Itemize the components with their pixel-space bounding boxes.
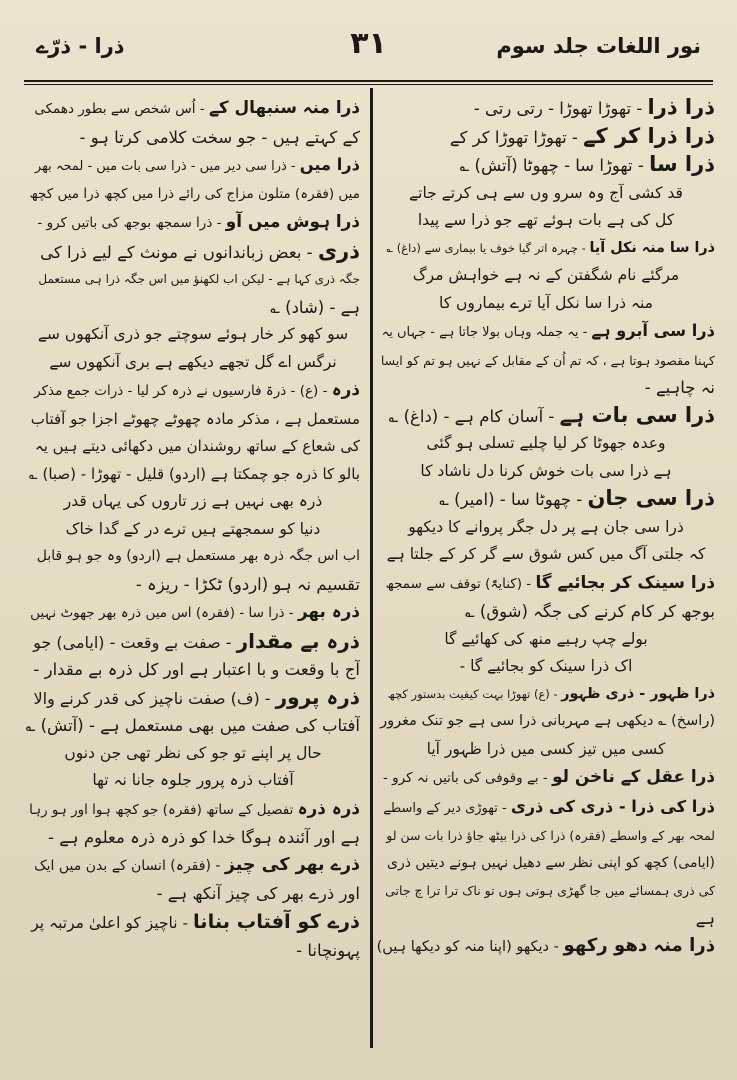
definition-text: کی ذری ہمسائے میں جا گھڑی ہوتی ہوں تو ناک ترا ترا چ جاتی (385, 883, 715, 898)
entry-continuation (26, 294, 360, 322)
headword: ذرا ظہور - ذری ظہور (561, 685, 715, 702)
headword: ذرا ذرا کر کے (583, 123, 715, 148)
verse-line (377, 290, 715, 318)
definition-text: لمحہ بھر کے واسطے (فقرہ) ذرا کی ذرا بیٹھ جاؤ ذرا بات سن لو (386, 828, 715, 843)
definition-text: کی شعاع کے ساتھ روشندان میں دکھائی دیتے ہیں یہ (34, 437, 360, 455)
entry-continuation (377, 708, 715, 736)
headword: ذرہ (331, 379, 360, 399)
dictionary-entry (26, 628, 360, 657)
verse-text: کل کی ہے بات ہوئے تھے جو ذرا سے پیدا (417, 211, 675, 229)
definition-text: - ذرا سی دیر میں - ذرا سی بات میں - لمحہ بھر (34, 159, 300, 174)
headword: ذرا عقل کے ناخن لو (552, 766, 715, 786)
entry-continuation (377, 905, 715, 933)
column-divider (370, 88, 373, 1048)
left-column (26, 94, 360, 1040)
headword: ذرا سی بات ہے (559, 402, 715, 427)
entry-continuation (377, 822, 715, 850)
entry-continuation (26, 824, 360, 852)
definition-text: آج با وقعت و با اعتبار ہے اور کل ذرہ بے مقدار - (33, 660, 360, 679)
definition-text: - ذرا سمجھ بوجھ کی باتیں کرو - (37, 215, 226, 231)
headword: ذرا سا (649, 152, 715, 176)
entry-continuation (377, 850, 715, 878)
headword: ذرا منہ سنبھال کے (208, 97, 360, 117)
entry-continuation (26, 461, 360, 489)
verse-line (377, 458, 715, 486)
dictionary-entry (377, 235, 715, 263)
verse-text: قد کشی آج وہ سرو وں سے ہی کرتے جاتے (409, 183, 683, 202)
entry-continuation (26, 266, 360, 294)
headword: ذرہ بے مقدار (236, 628, 360, 653)
definition-text: ہے - (شاد) ؎ (270, 297, 360, 317)
definition-text: - تھوڑی دیر کے واسطے (383, 800, 511, 816)
header-rule (24, 80, 713, 82)
headword: ذرے بھر کی چیز (224, 854, 360, 875)
verse-line (377, 736, 715, 764)
headword: ذرا منہ دھو رکھو (563, 935, 715, 956)
headword: ذرہ بھر (297, 601, 360, 621)
verse-text: نرگس اے گل تجھے دیکھے ہے بری آنکھوں سے (49, 352, 337, 371)
dictionary-entry (377, 94, 715, 123)
entry-continuation (377, 347, 715, 375)
dictionary-entry (26, 238, 360, 267)
headword: ذرے کو آفتاب بنانا (193, 909, 360, 933)
verse-line (26, 740, 360, 768)
definition-text: - تھوڑا سا - چھوٹا (آتش) ؎ (459, 156, 650, 175)
definition-text: - ناچیز کو اعلیٰ مرتبہ پر (31, 913, 194, 932)
verse-line (377, 207, 715, 235)
entry-continuation (26, 433, 360, 461)
entry-range: ذرا - ذرّے (36, 34, 125, 58)
entry-continuation (377, 877, 715, 905)
dictionary-entry (26, 94, 360, 124)
definition-text: (راسخ) ؎ دیکھی ہے مہربانی ذرا سی ہے جو تنک مغرور (380, 713, 715, 729)
verse-line (377, 514, 715, 542)
entry-continuation (26, 656, 360, 684)
definition-text: پہونچانا - (296, 941, 360, 960)
verse-text: دنیا کو سمجھتے ہیں ترے در کے گدا خاک (65, 519, 321, 538)
entry-continuation (26, 406, 360, 434)
definition-text: آفتاب کی صفت میں بھی مستعمل ہے - (آتش) ؎ (26, 716, 360, 735)
headword: ذرہ ذرہ (297, 797, 360, 818)
definition-text: - (ف) صفت ناچیز کی قدر کرنے والا (33, 688, 276, 708)
definition-text: نہ چاہیے - (644, 378, 715, 397)
definition-text: - چہرہ اتر گیا خوف یا بیماری سے (داغ) ؎ (386, 240, 590, 255)
dictionary-entry (26, 908, 360, 938)
dictionary-entry (377, 485, 715, 514)
dictionary-entry (26, 684, 360, 713)
verse-line (377, 180, 715, 208)
verse-line (377, 653, 715, 681)
verse-line (26, 488, 360, 516)
definition-text: مستعمل ہے ، مذکر مادہ چھوٹے چھوٹے اجزا جو آفتاب (30, 409, 360, 428)
book-title: نور اللغات جلد سوم (496, 34, 701, 58)
definition-text: بوجھ کر کام کرنے کی جگہ (شوق) ؎ (464, 602, 715, 621)
verse-text: آفتاب ذرہ پرور جلوہ جانا نہ تھا (92, 771, 294, 789)
page-number: ۳۱ (350, 26, 387, 61)
dictionary-entry (377, 317, 715, 347)
dictionary-entry (377, 123, 715, 152)
entry-continuation (26, 543, 360, 571)
definition-text: - چھوٹا سا - (امیر) ؎ (439, 490, 588, 509)
definition-text: جگہ ذری کہا ہے - لیکن اب لکھنؤ میں اس جگہ ذرا ہی مستعمل (38, 272, 360, 286)
headword: ذرا سی آبرو ہے (591, 321, 715, 340)
definition-text: تقسیم نہ ہو (اردو) ٹکڑا - ریزہ - (135, 574, 360, 594)
verse-text: حال پر اپنے تو جو کی نظر تھی جن دنوں (64, 743, 322, 762)
entry-continuation (26, 880, 360, 908)
verse-text: ذرا سی جان ہے پر دل جگر پروانے کا دیکھو (408, 517, 684, 536)
headword: ذرا ہوش میں آو (225, 211, 360, 231)
definition-text: - (ع) تھوڑا بہت کیفیت بدستور کچھ (387, 686, 562, 701)
headword: ذرا سی جان (587, 486, 715, 510)
dictionary-entry (377, 151, 715, 180)
definition-text: میں (فقرہ) متلون مزاج کی رائے ذرا میں کچھ ذرا میں کچھ (29, 185, 360, 202)
definition-text: بالو کا ذرہ جو چمکتا ہے (اردو) قلیل - تھوڑا - (صبا) ؎ (28, 464, 360, 483)
verse-text: کسی میں تیز کسی میں ذرا ظہور آیا (426, 739, 666, 758)
definition-text: کے کہتے ہیں - جو سخت کلامی کرتا ہو - (79, 127, 360, 147)
verse-text: منہ ذرا سا نکل آیا ترے بیماروں کا (439, 293, 653, 312)
dictionary-entry (377, 932, 715, 962)
definition-text: ہے اور آئندہ ہوگا خدا کو ذرہ ذرہ معلوم ہے - (48, 828, 360, 847)
definition-text: - آسان کام ہے - (داغ) ؎ (388, 406, 560, 426)
entry-continuation (26, 712, 360, 740)
dictionary-entry (26, 208, 360, 238)
definition-text: - دیکھو (اپنا منہ کو دیکھا ہیں) (377, 939, 564, 955)
verse-line (26, 516, 360, 544)
verse-text: وعدہ جھوٹا کر لیا چلیے تسلی ہو گئی (426, 434, 666, 452)
verse-line (377, 430, 715, 458)
page-header (28, 26, 709, 74)
verse-line (377, 626, 715, 654)
definition-text: - تھوڑا تھوڑا - رتی رتی - (473, 99, 648, 118)
dictionary-entry (26, 598, 360, 628)
verse-text: مرگئے نام شگفتن کے نہ ہے خواہش مرگ (412, 266, 680, 284)
headword: ذرا سا منہ نکل آیا (589, 239, 715, 256)
definition-text: - (کنایۃً) توقف سے سمجھ (385, 575, 536, 592)
verse-text: بولے چپ رہیے منھ کی کھائیے گا (444, 629, 648, 648)
entry-continuation (26, 571, 360, 599)
verse-text: سو کھو کر خار ہوئے سوچتے جو ذری آنکھوں سے (37, 325, 349, 343)
verse-line (26, 767, 360, 795)
entry-continuation (377, 374, 715, 402)
dictionary-entry (377, 681, 715, 709)
entry-continuation (26, 124, 360, 152)
verse-line (377, 541, 715, 569)
header-rule-thin (24, 84, 713, 85)
definition-text: - صفت بے وقعت - (ایامی) جو (33, 632, 237, 652)
definition-text: - ذرا سا - (فقرہ) اس میں ذرہ بھر جھوٹ نہیں (30, 605, 298, 621)
entry-continuation (26, 937, 360, 965)
entry-continuation (377, 598, 715, 626)
dictionary-entry (26, 795, 360, 825)
definition-text: - بعض زباندانوں نے مونث کے لیے ذرا کی (40, 242, 318, 262)
headword: ذری (317, 238, 360, 263)
dictionary-entry (377, 793, 715, 823)
definition-text: - تھوڑا تھوڑا کر کے (449, 127, 584, 147)
definition-text: - یہ جملہ وہاں بولا جاتا ہے - جہاں یہ (381, 325, 592, 340)
dictionary-entry (377, 763, 715, 793)
verse-text: ہے ذرا سی بات خوش کرنا دل ناشاد کا (420, 461, 672, 480)
entry-continuation (26, 181, 360, 209)
verse-line (377, 262, 715, 290)
definition-text: - (ع) - ذرۃ فارسیوں نے ذرہ کر لیا - ذرات جمع مذکر (34, 383, 332, 399)
definition-text: کہنا مقصود ہوتا ہے ، کہ تم اُن کے مقابل کے نہیں ہو تم کو ایسا (380, 352, 715, 368)
headword: ذرا کی ذرا - ذری کی ذری (510, 796, 715, 816)
right-column (377, 94, 715, 1040)
definition-text: تفصیل کے ساتھ (فقرہ) جو کچھ ہوا اور ہو رہا (29, 801, 298, 818)
verse-text: ذرہ بھی نہیں ہے زر تاروں کی یہاں قدر (63, 492, 323, 510)
definition-text: اب اس جگہ ذرہ بھر مستعمل ہے (اردو) وہ جو ہو قابل (36, 548, 360, 564)
dictionary-entry (26, 852, 360, 881)
dictionary-entry (26, 376, 360, 406)
dictionary-entry (377, 569, 715, 599)
verse-text: کہ جلتی آگ میں کس شوق سے گر کر کے جلتا ہے (386, 545, 706, 563)
definition-text: اور ذرے بھر کی چیز آنکھ ہے - (156, 884, 360, 903)
definition-text: - بے وقوفی کی باتیں نہ کرو - (382, 770, 553, 786)
headword: ذرا ذرا (647, 95, 715, 119)
headword: ذرا میں (299, 155, 360, 174)
definition-text: ہے (695, 908, 715, 928)
headword: ذرا سینک کر بجائیے گا (535, 571, 715, 592)
verse-line (26, 321, 360, 349)
definition-text: (ایامی) کچھ کو اپنی نظر سے دھیل نہیں ہونے دیتیں ذری (387, 854, 715, 871)
dictionary-entry (377, 402, 715, 431)
verse-text: اک ذرا سینک کو بجائیے گا - (459, 657, 633, 675)
definition-text: - (فقرہ) انسان کے بدن میں ایک (34, 857, 225, 874)
headword: ذرہ پرور (275, 684, 360, 709)
definition-text: - اُس شخص سے بطور دھمکی (34, 101, 209, 117)
verse-line (26, 349, 360, 377)
dictionary-entry (26, 151, 360, 181)
